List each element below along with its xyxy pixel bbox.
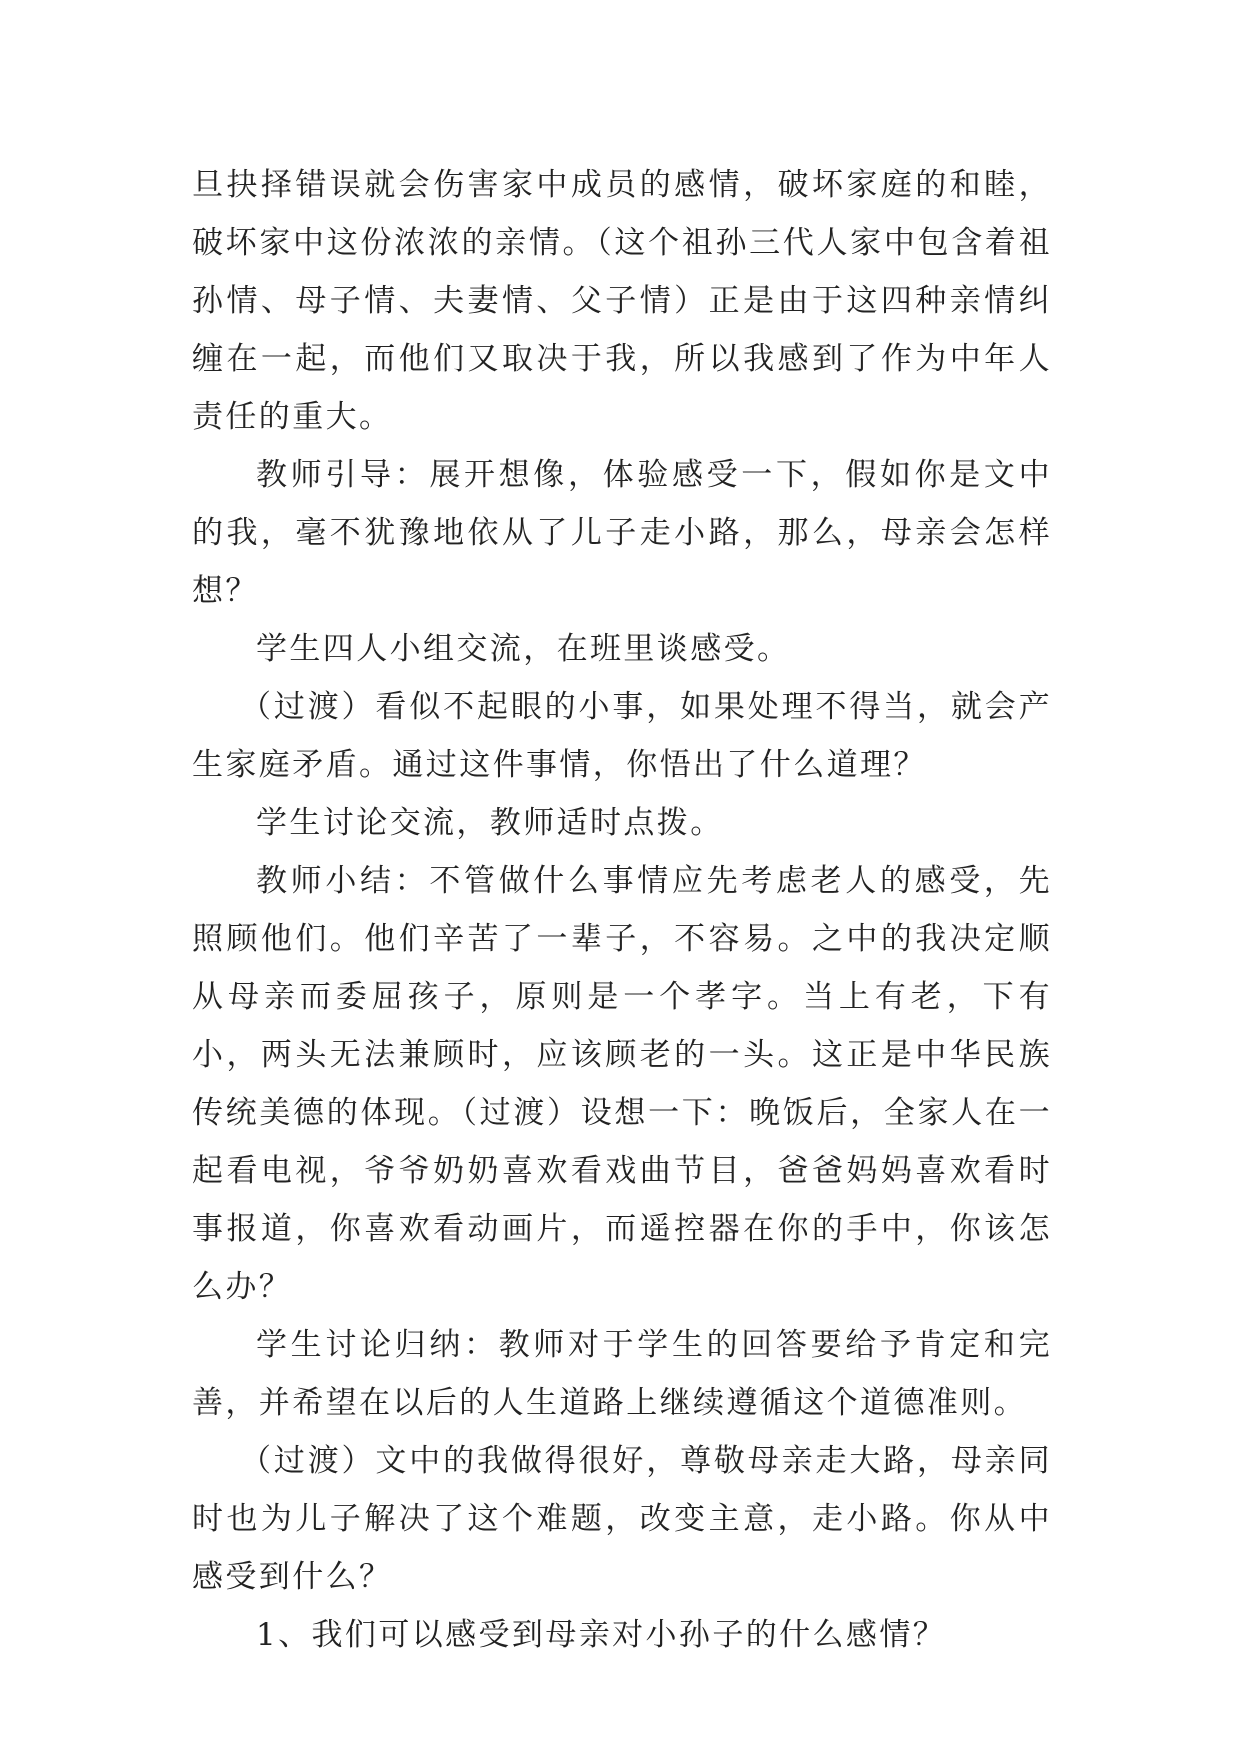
paragraph-student-conclusion: 学生讨论归纳：教师对于学生的回答要给予肯定和完善，并希望在以后的人生道路上继续遵循这个道德准则。 [192,1327,1052,1421]
paragraph-question-1: 1、我们可以感受到母亲对小孙子的什么感情？ [256,1617,947,1653]
paragraph-transition-2: （过渡）文中的我做得很好，尊敬母亲走大路，母亲同时也为儿子解决了这个难题，改变主意，走小路。你从中感受到什么？ [192,1443,1052,1595]
paragraph-teacher-guide: 教师引导：展开想像，体验感受一下，假如你是文中的我，毫不犹豫地依从了儿子走小路，那么，母亲会怎样想？ [192,457,1052,609]
paragraph-student-discussion: 学生讨论交流，教师适时点拨。 [256,805,724,841]
paragraph-transition-1: （过渡）看似不起眼的小事，如果处理不得当，就会产生家庭矛盾。通过这件事情，你悟出了什么道理？ [192,689,1052,783]
paragraph-continuation: 旦抉择错误就会伤害家中成员的感情，破坏家庭的和睦，破坏家中这份浓浓的亲情。（这个祖孙三代人家中包含着祖孙情、母子情、夫妻情、父子情）正是由于这四种亲情纠缠在一起，而他们又取决于我，所以我感到了作为中年人责任的重大。 [192,167,1052,435]
paragraph-teacher-summary: 教师小结：不管做什么事情应先考虑老人的感受，先照顾他们。他们辛苦了一辈子，不容易。之中的我决定顺从母亲而委屈孩子，原则是一个孝字。当上有老，下有小，两头无法兼顾时，应该顾老的一头。这正是中华民族传统美德的体现。（过渡）设想一下：晚饭后，全家人在一起看电视，爷爷奶奶喜欢看戏曲节目，爸爸妈妈喜欢看时事报道，你喜欢看动画片，而遥控器在你的手中，你该怎么办？ [192,863,1052,1305]
document-body [192,156,1052,1664]
paragraph-group-discussion: 学生四人小组交流，在班里谈感受。 [256,631,791,667]
